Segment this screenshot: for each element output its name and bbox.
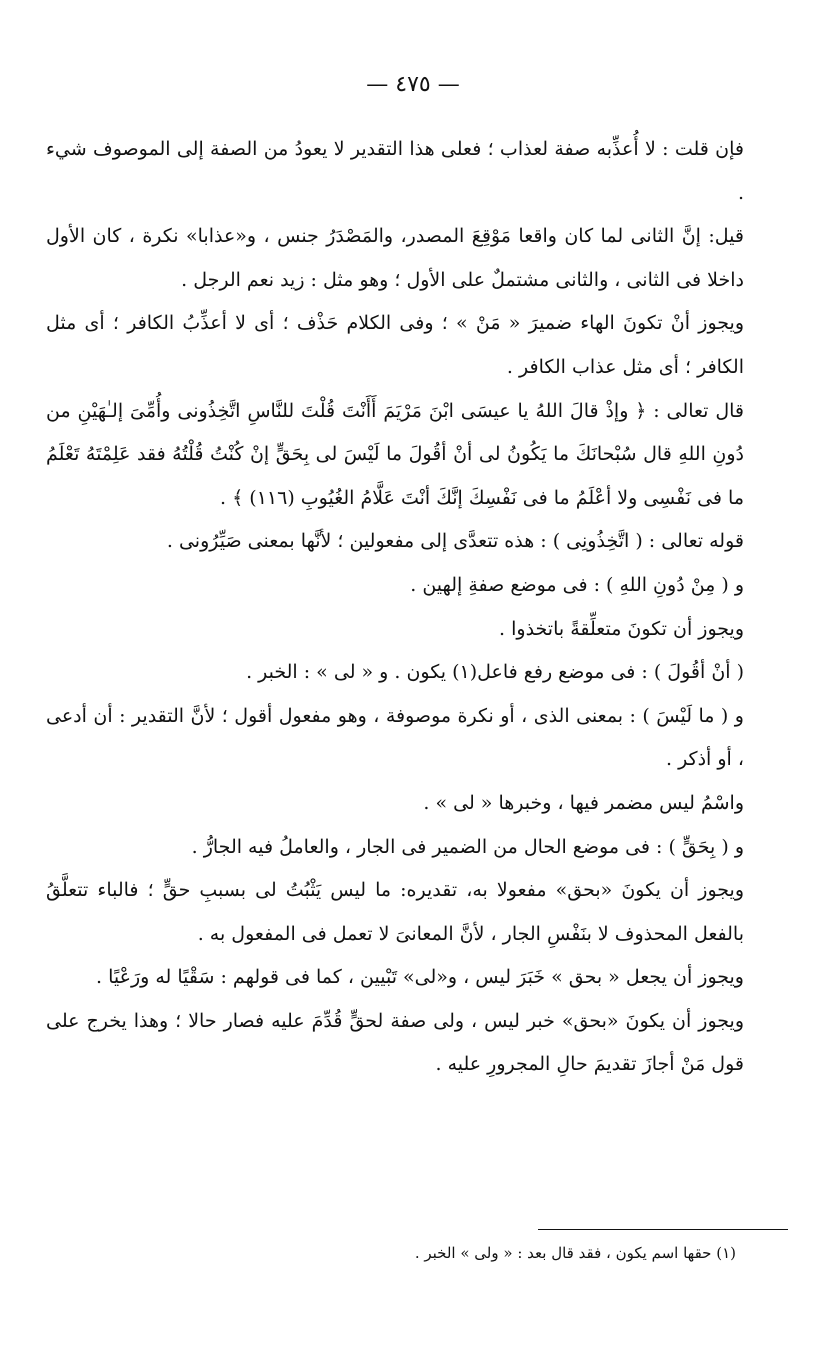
footnote: (١) حقها اسم يكون ، فقد قال بعد : « ولى » الخبر .: [414, 1244, 736, 1262]
paragraph-5: قوله تعالى : ( اتَّخِذُونِى ) : هذه تتعدَّى إلى مفعولين ؛ لأنَّها بمعنى صَيِّرُونى .: [166, 530, 744, 553]
paragraph-1: فإن قلت : لا أُعذِّبه صفة لعذاب ؛ فعلى هذا التقدير لا يعودُ من الصفة إلى الموصوف شيء .: [46, 138, 744, 204]
paragraph-10: واسْمُ ليس مضمر فيها ، وخبرها « لى » .: [423, 791, 744, 814]
paragraph-9: و ( ما لَيْسَ ) : بمعنى الذى ، أو نكرة موصوفة ، وهو مفعول أقول ؛ لأنَّ التقدير : أن أدعى ، أو أذكر .: [46, 704, 744, 771]
page-number: — ٤٧٥ —: [366, 72, 460, 97]
footnote-divider: [538, 1229, 788, 1230]
quran-verse: قال تعالى : ﴿ وإذْ قالَ اللهُ يا عيسَى ابْنَ مَرْيَمَ أَأَنْتَ قُلْتَ للنَّاسِ اتَّخِذُونى وأُمِّىَ إلـٰهَيْنِ من دُونِ اللهِ قال سُبْحانَكَ ما يَكُونُ لى أنْ أقُولَ ما لَيْسَ لى بِحَقٍّ إنْ كُنْتُ قُلْتُهُ فقد عَلِمْتَهُ تَعْلَمُ ما فى نَفْسِى ولا أعْلَمُ ما فى نَفْسِكَ إنَّكَ أنْتَ عَلَّامُ الغُيُوبِ (١١٦) ﴾ .: [46, 399, 744, 509]
paragraph-3: ويجوز أنْ تكونَ الهاء ضميرَ « مَنْ » ؛ وفى الكلام حَذْف ؛ أى لا أعذِّبُ الكافر ؛ أى مثل الكافر ؛ أى مثل عذاب الكافر .: [46, 312, 744, 378]
paragraph-6: و ( مِنْ دُونِ اللهِ ) : فى موضع صفةِ إلهين .: [410, 573, 744, 596]
paragraph-14: ويجوز أن يكونَ «بحق» خبر ليس ، ولى صفة لحقٍّ قُدِّمَ عليه فصار حالا ؛ وهذا يخرج على قول مَنْ أجازَ تقديمَ حالِ المجرورِ عليه .: [46, 1009, 744, 1076]
paragraph-8: ( أنْ أقُولَ ) : فى موضع رفع فاعل(١) يكون . و « لى » : الخبر .: [246, 661, 744, 684]
paragraph-11: و ( بِحَقٍّ ) : فى موضع الحال من الضمير فى الجار ، والعاملُ فيه الجارُّ .: [191, 835, 744, 858]
page-body: [46, 128, 788, 1087]
paragraph-13: ويجوز أن يجعل « بحق » خَبَرَ ليس ، و«لى» تَبْيين ، كما فى قولهم : سَقْيًا له ورَعْيًا .: [96, 966, 744, 989]
paragraph-2: قيل: إنَّ الثانى لما كان واقعا مَوْقِعَ المصدر، والمَصْدَرُ جنس ، و«عذابا» نكرة ، كان الأول داخلا فى الثانى ، والثانى مشتملٌ على الأول ؛ وهو مثل : زيد نعم الرجل .: [46, 225, 744, 291]
paragraph-12: ويجوز أن يكونَ «بحق» مفعولا به، تقديره: ما ليس يَثْبُتُ لى بسببِ حقٍّ ؛ فالباء تتعلَّقُ بالفعل المحذوف لا بنَفْسِ الجار ، لأنَّ المعانىَ لا تعمل فى المفعول به .: [46, 879, 744, 945]
paragraph-7: ويجوز أن تكونَ متعلِّقةً باتخذوا .: [499, 617, 744, 640]
